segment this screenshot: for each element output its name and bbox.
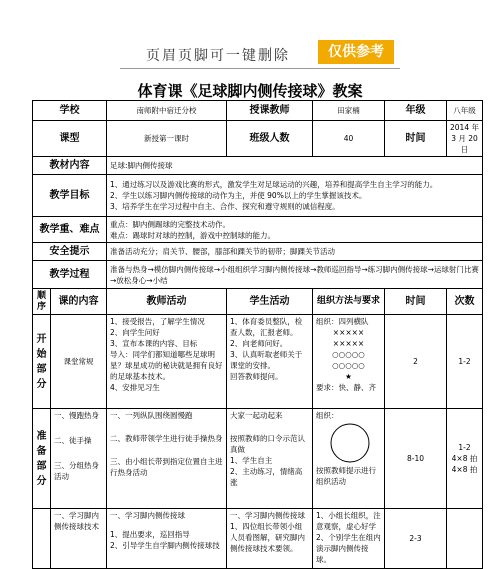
row-teacher [107, 315, 227, 409]
type-value: 新授第一课时 [107, 121, 227, 157]
row-org [313, 315, 385, 409]
list-item: 3、宣布本课的内容、目标 [110, 339, 198, 348]
row-seq: 准备部分 [33, 409, 51, 509]
page-title: 体育课《足球脚内侧传接球》教案 [137, 82, 363, 100]
list-item: 二、教师带领学生进行徒手操热身 [110, 434, 223, 443]
banner-divider [120, 68, 400, 69]
list-item: 一、学习脚内侧传接球 [230, 511, 305, 520]
header-banner [0, 0, 500, 74]
list-item: 3、认真听取老师关于课堂的安排。 [230, 350, 303, 370]
col-teacher: 教师活动 [107, 289, 227, 315]
row-count: 1-2 4×8 拍 4×8 拍 [447, 409, 483, 509]
content-label: 教材内容 [33, 157, 107, 175]
row-student [227, 409, 313, 509]
list-item: 三、分组热身活动 [54, 461, 99, 481]
col-count: 次数 [447, 289, 483, 315]
list-item: 1、学生自主 [230, 456, 273, 465]
goals-list [107, 175, 483, 217]
list-item: 1、体育委员整队，检查人数，汇报老师。 [230, 317, 303, 337]
goals-label: 教学目标 [33, 175, 107, 217]
list-item: 2、向老师问好。 [230, 339, 288, 348]
teacher-label: 授课教师 [227, 101, 313, 121]
table-row [33, 509, 483, 569]
process-row [33, 261, 483, 289]
row-teacher [107, 409, 227, 509]
goal-item: 2、学生以练习脚内侧传接球的动作为主，并使 90%以上的学生掌握该技术。 [110, 191, 367, 200]
time-value: 2014 年 3 月 20 日 [447, 121, 483, 157]
lesson-plan-table [32, 100, 482, 569]
safety-label: 安全提示 [33, 243, 107, 261]
list-item: 1、接受报告，了解学生情况 [110, 317, 205, 326]
time-label: 时间 [385, 121, 447, 157]
teacher-value: 田家楠 [313, 101, 385, 121]
row-count [447, 509, 483, 569]
list-item: 组织： [316, 411, 339, 420]
goal-item: 3、培养学生在学习过程中自主、合作、探究和遵守规则的诚信程度。 [110, 202, 340, 211]
list-item: 导入：同学们都知道哪些足球明星？球星成功的秘诀就是拥有良好的足球基本技术。 [110, 350, 223, 381]
list-item: ××××× [332, 339, 365, 348]
key-point-item: 重点：脚内侧踢球的完整技术动作。 [110, 219, 230, 229]
list-item: 1、提出要求，巡回指导 [110, 530, 190, 539]
table-row [33, 315, 483, 409]
row-content [51, 409, 107, 509]
row-org [313, 509, 385, 569]
key-point-item: 难点：踢球时对球的控制，游戏中控制球的能力。 [110, 230, 275, 240]
type-label: 课型 [33, 121, 107, 157]
school-label: 学校 [33, 101, 107, 121]
goal-item: 1、通过练习以及游戏比赛的形式，激发学生对足球运动的兴趣，培养和提高学生自主学习的能力。 [110, 180, 438, 189]
key-points-list [107, 217, 483, 243]
list-item: 2、个别学生在组内演示脚内侧传接球。 [316, 533, 381, 564]
process-label: 教学过程 [33, 261, 107, 289]
list-item: 二、徒手操 [54, 436, 92, 445]
col-student: 学生活动 [227, 289, 313, 315]
col-org: 组织方法与要求 [313, 289, 385, 315]
col-content: 课的内容 [51, 289, 107, 315]
list-item: ○○○○○ [332, 361, 365, 370]
row-seq: 开始部分 [33, 315, 51, 409]
key-points-row [33, 217, 483, 243]
list-item: 一、学习脚内侧传接球 [110, 511, 185, 520]
column-header-row [33, 289, 483, 315]
grade-label: 年级 [385, 101, 447, 121]
row-teacher [107, 509, 227, 569]
row-content: 一、学习脚内侧传接球技术 [51, 509, 107, 569]
list-item: 按照教师的口令示范认真做 [230, 434, 305, 454]
row-content: 课堂常规 [51, 315, 107, 409]
row-seq [33, 509, 51, 569]
row-time: 8-10 [385, 409, 447, 509]
row-count: 1-2 [447, 315, 483, 409]
class-size-label: 班级人数 [227, 121, 313, 157]
goals-row [33, 175, 483, 217]
banner-tag: 仅供参考 [318, 40, 394, 64]
row-student [227, 509, 313, 569]
circle-formation-icon [320, 421, 380, 465]
process-value: 准备与热身→模仿脚内侧传接球→小组组织学习脚内侧传接球→教师巡回指导→练习脚内侧传接球→运球射门比赛→放松身心→小结 [107, 261, 483, 289]
list-item: ○○○○○ [332, 350, 365, 359]
list-item: 1、小组长组织，注意观察，虚心好学 [316, 511, 381, 531]
list-item: 4、安排见习生 [110, 383, 160, 392]
safety-row [33, 243, 483, 261]
list-item: 2、主动练习，情绪高涨 [230, 467, 303, 487]
list-item: 2、向学生问好 [110, 328, 160, 337]
list-item: 按照教师提示进行组织活动 [316, 466, 376, 486]
content-row [33, 157, 483, 175]
list-item: 回答教师提问。 [230, 372, 283, 381]
list-item: 一、慢跑热身 [54, 411, 99, 420]
list-item: 一、一列纵队围绕圆慢跑 [110, 411, 193, 420]
list-item: ★ [345, 372, 352, 381]
col-seq: 顺序 [33, 289, 51, 315]
key-points-label: 教学重、难点 [33, 217, 107, 243]
content-value: 足球:脚内侧传接球 [107, 157, 483, 175]
col-time: 时间 [385, 289, 447, 315]
list-item: 三、由小组长带到指定位置自主进行热身活动 [110, 457, 223, 477]
list-item: 2、引导学生自学脚内侧传接球技 [110, 541, 220, 550]
list-item: 大家一起动起来 [230, 411, 283, 420]
info-row-2 [33, 121, 483, 157]
class-size-value: 40 [313, 121, 385, 157]
safety-value: 准备活动充分；肩关节、腰部，膝部和踝关节的韧带；脚踝关节活动 [107, 243, 483, 261]
row-org [313, 409, 385, 509]
table-row [33, 409, 483, 509]
row-time: 2-3 [385, 509, 447, 569]
banner-text: 页眉页脚可一键删除 [146, 48, 290, 64]
row-student [227, 315, 313, 409]
school-value: 南师附中宿迁分校 [107, 101, 227, 121]
list-item: 1、四位组长带领小组人员看图解，研究脚内侧传接球技术要领。 [230, 522, 305, 553]
list-item: ××××× [332, 328, 365, 337]
info-row-1 [33, 101, 483, 121]
grade-value: 八年级 [447, 101, 483, 121]
list-item: 组织：四列横队 [316, 317, 369, 326]
row-time: 2 [385, 315, 447, 409]
list-item: 要求：快、静、齐 [316, 383, 376, 392]
